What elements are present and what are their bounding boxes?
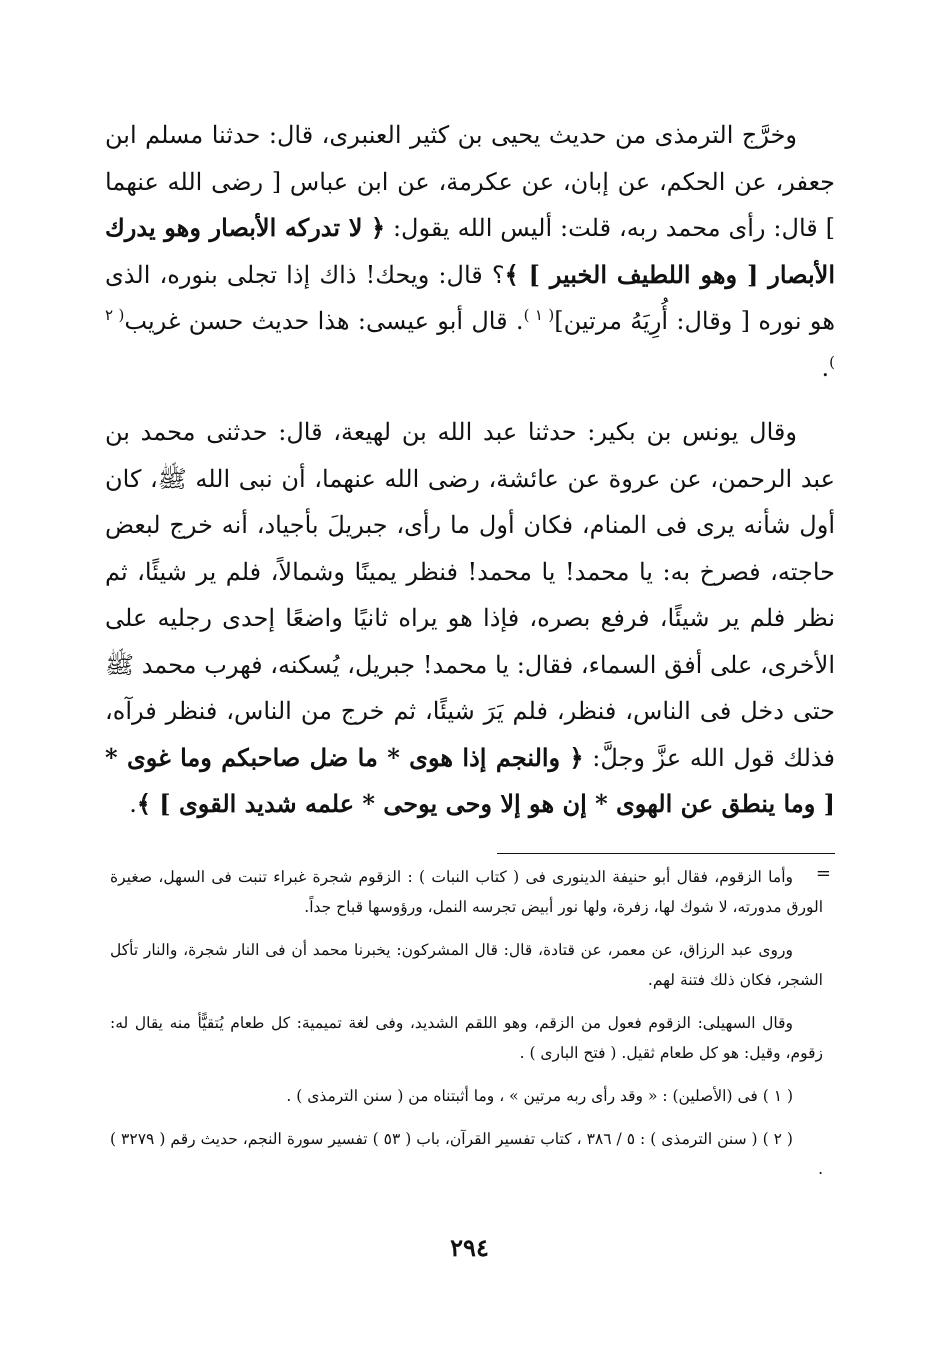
text-segment: وقال يونس بن بكير: حدثنا عبد الله بن لهيعة، قال: حدثنى محمد بن عبد الرحمن، عن عروة عن عائشة، رضى الله عنهما، أن نبى الله ﷺ، كان أول شأنه يرى فى المنام، فكان أول ما رأى، جبريلَ بأجياد، أنه خرج لبعض حاجته، فصرخ به: يا محمد! يا محمد! فنظر يمينًا وشمالاً، فلم ير شيئًا، ثم نظر فلم ير شيئًا، فرفع بصره، فإذا هو يراه ثانيًا واضعًا إحدى رجليه على الأخرى، على أفق السماء، فقال: يا محمد! جبريل، يُسكنه، فهرب محمد ﷺ حتى دخل فى الناس، فنظر، فلم يَرَ شيئًا، ثم خرج من الناس، فنظر فرآه، فذلك قول الله عزَّ وجلَّ:	[105, 418, 836, 772]
footnote-2: ( ٢ ) ( سنن الترمذى ) : ٥ / ٣٨٦ ، كتاب تفسير القرآن، باب ( ٥٣ ) تفسير سورة النجم، حديث رقم ( ٣٢٧٩ ) .	[110, 1130, 823, 1178]
text-segment: .	[821, 353, 830, 382]
footnote-zaqqum-abdurrazzaq: وروى عبد الرزاق، عن معمر، عن قتادة، قال: قال المشركون: يخبرنا محمد أن فى النار شجرة، والنار تأكل الشجر، فكان ذلك فتنة لهم.	[110, 941, 823, 989]
main-text	[105, 112, 835, 828]
footnote-zaqqum-suhayli: وقال السهيلى: الزقوم فعول من الزقم، وهو اللقم الشديد، وفى لغة تميمية: كل طعام يُتقيًّأ منه يقال له: زقوم، وقيل: هو كل طعام ثقيل. ( فتح البارى ) .	[110, 1014, 823, 1062]
footnote-continuation-mark: =	[815, 863, 831, 884]
footnote-separator	[497, 853, 835, 854]
text-segment: وخرَّج الترمذى من حديث يحيى بن كثير العنبرى، قال: حدثنا مسلم ابن جعفر، عن الحكم، عن إبان، عن عكرمة، عن ابن عباس [ رضى الله عنهما ] قال: رأى محمد ربه، قلت: أليس الله يقول:	[105, 121, 835, 242]
page-number: ٢٩٤	[450, 1233, 489, 1262]
text-segment: . قال أبو عيسى: هذا حديث حسن غريب	[124, 307, 524, 335]
paragraph-tirmidhi-hadith	[105, 112, 835, 391]
footnote-ref-2: ( ٢ )	[105, 306, 835, 371]
footnote-ref-1: ( ١ )	[523, 306, 555, 324]
text-segment: ؟ قال: ويحك! ذاك إذا تجلى بنوره، الذى هو نوره [ وقال: أُرِيَهُ مرتين]	[105, 260, 835, 335]
quran-verse-an-najm: ﴿ والنجم إذا هوى * ما ضل صاحبكم وما غوى * [ وما ينطق عن الهوى * إن هو إلا وحى يوحى * علمه شديد القوى ] ﴾	[105, 742, 835, 818]
quran-verse-al-anam: ﴿ لا تدركه الأبصار وهو يدرك الأبصار [ وهو اللطيف الخبير ] ﴾	[105, 213, 835, 289]
text-segment: .	[129, 790, 137, 818]
footnotes	[110, 862, 823, 1184]
footnote-1: ( ١ ) فى (الأصلين) : « وقد رأى ربه مرتين » ، وما أثبتناه من ( سنن الترمذى ) .	[286, 1087, 793, 1105]
paragraph-yunus-hadith	[105, 409, 835, 828]
footnote-zaqqum-dinawari: وأما الزقوم، فقال أبو حنيفة الدينورى فى ( كتاب النبات ) : الزقوم شجرة غبراء تنبت فى السهل، صغيرة الورق مدورته، لا شوك لها، زفرة، ولها نور أبيض تجرسه النمل، ورؤوسها قباح جداً.	[110, 868, 823, 916]
